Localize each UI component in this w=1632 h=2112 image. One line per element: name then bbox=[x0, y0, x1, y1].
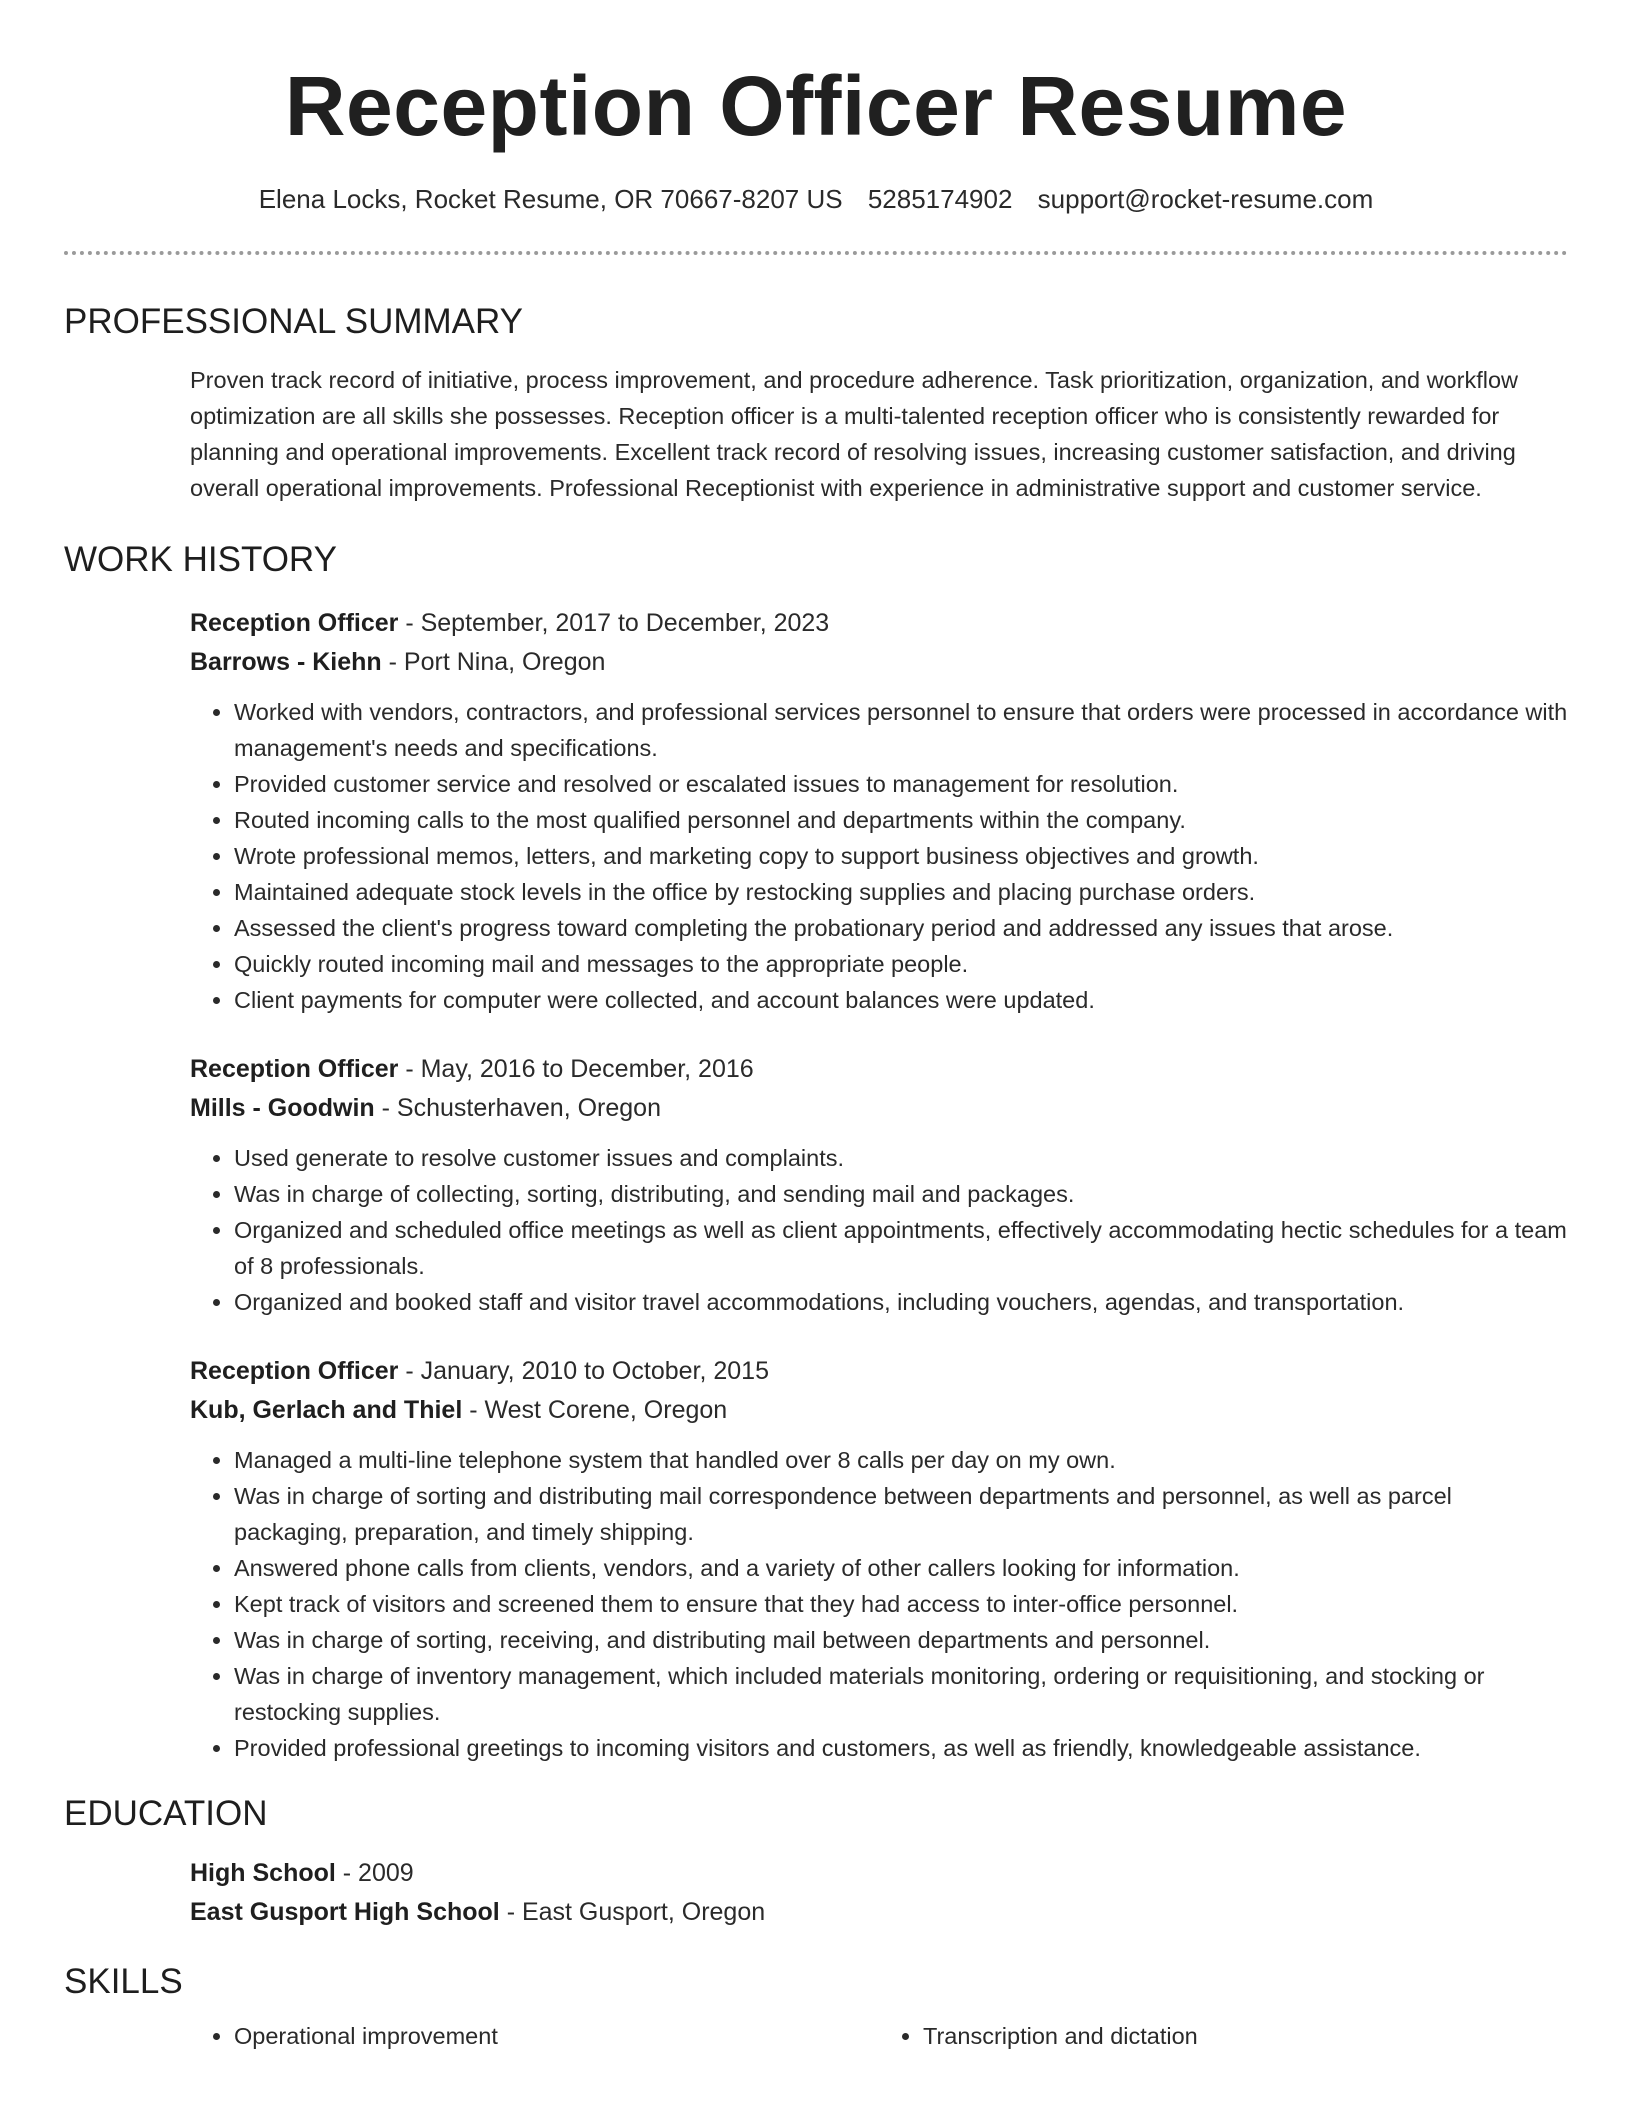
work-history-heading: WORK HISTORY bbox=[64, 540, 337, 579]
skills-right-column bbox=[879, 2018, 1568, 2054]
job-dates: - September, 2017 to December, 2023 bbox=[398, 609, 830, 637]
job-bullet: • Wrote professional memos, letters, and marketing copy to support business objectives and growth. bbox=[234, 838, 1568, 874]
job-bullet: • Worked with vendors, contractors, and professional services personnel to ensure that orders were processed in accordance with management's needs and specifications. bbox=[234, 694, 1568, 766]
work-history-section bbox=[64, 538, 1568, 1766]
job-bullet: • Provided professional greetings to incoming visitors and customers, as well as friendly, knowledgeable assistance. bbox=[234, 1730, 1568, 1766]
education-year: - 2009 bbox=[335, 1859, 414, 1887]
job-entry bbox=[190, 1050, 1568, 1320]
summary-heading: PROFESSIONAL SUMMARY bbox=[64, 302, 523, 341]
job-company: Mills - Goodwin bbox=[190, 1094, 375, 1122]
job-bullets bbox=[190, 1140, 1568, 1320]
contact-address: Elena Locks, Rocket Resume, OR 70667-8207 US bbox=[258, 184, 843, 214]
job-bullet: • Routed incoming calls to the most qualified personnel and departments within the company. bbox=[234, 802, 1568, 838]
job-bullet: • Used generate to resolve customer issues and complaints. bbox=[234, 1140, 1568, 1176]
job-bullet: • Was in charge of inventory management, which included materials monitoring, ordering or requisitioning, and stocking or restocking supplies. bbox=[234, 1658, 1568, 1730]
resume-page bbox=[64, 0, 1568, 2054]
job-entry bbox=[190, 1352, 1568, 1766]
contact-email[interactable]: support@rocket-resume.com bbox=[1037, 184, 1374, 214]
job-bullet: • Organized and booked staff and visitor travel accommodations, including vouchers, agendas, and transportation. bbox=[234, 1284, 1568, 1320]
education-degree-line bbox=[190, 1854, 1568, 1893]
job-bullet: • Quickly routed incoming mail and messages to the appropriate people. bbox=[234, 946, 1568, 982]
job-title: Reception Officer bbox=[190, 1357, 399, 1385]
job-bullet: • Client payments for computer were collected, and account balances were updated. bbox=[234, 982, 1568, 1018]
job-bullet: • Was in charge of sorting, receiving, and distributing mail between departments and personnel. bbox=[234, 1622, 1568, 1658]
skills-section bbox=[64, 1960, 1568, 2054]
job-bullet: • Organized and scheduled office meetings as well as client appointments, effectively accommodating hectic schedules for a team of 8 professionals. bbox=[234, 1212, 1568, 1284]
job-title: Reception Officer bbox=[190, 1055, 399, 1083]
job-bullet: • Answered phone calls from clients, vendors, and a variety of other callers looking for information. bbox=[234, 1550, 1568, 1586]
education-location: - East Gusport, Oregon bbox=[499, 1898, 766, 1926]
education-school: East Gusport High School bbox=[190, 1898, 500, 1926]
job-location: - Port Nina, Oregon bbox=[381, 648, 606, 676]
contact-phone[interactable]: 5285174902 bbox=[867, 184, 1013, 214]
job-bullet: • Assessed the client's progress toward completing the probationary period and addressed any issues that arose. bbox=[234, 910, 1568, 946]
resume-title: Reception Officer Resume bbox=[284, 59, 1348, 153]
job-dates: - January, 2010 to October, 2015 bbox=[398, 1357, 769, 1385]
job-location: - West Corene, Oregon bbox=[462, 1396, 728, 1424]
job-company-line bbox=[190, 643, 1568, 682]
job-company: Barrows - Kiehn bbox=[190, 648, 382, 676]
job-bullets bbox=[190, 694, 1568, 1018]
job-company-line bbox=[190, 1089, 1568, 1128]
job-title-line bbox=[190, 1352, 1568, 1391]
contact-line bbox=[64, 182, 1568, 216]
education-heading: EDUCATION bbox=[64, 1794, 268, 1833]
job-bullet: • Was in charge of sorting and distributing mail correspondence between departments and personnel, as well as parcel packaging, preparation, and timely shipping. bbox=[234, 1478, 1568, 1550]
education-section bbox=[64, 1792, 1568, 1932]
job-bullet: • Was in charge of collecting, sorting, distributing, and sending mail and packages. bbox=[234, 1176, 1568, 1212]
job-bullets bbox=[190, 1442, 1568, 1766]
job-bullet: • Kept track of visitors and screened them to ensure that they had access to inter-office personnel. bbox=[234, 1586, 1568, 1622]
education-degree: High School bbox=[190, 1859, 336, 1887]
job-title-line bbox=[190, 604, 1568, 643]
job-title: Reception Officer bbox=[190, 609, 399, 637]
header-divider bbox=[64, 251, 1568, 255]
job-bullet: • Maintained adequate stock levels in the office by restocking supplies and placing purchase orders. bbox=[234, 874, 1568, 910]
job-dates: - May, 2016 to December, 2016 bbox=[398, 1055, 754, 1083]
job-title-line bbox=[190, 1050, 1568, 1089]
summary-text: Proven track record of initiative, process improvement, and procedure adherence. Task prioritization, organization, and workflow optimization are all skills she possesses. Reception officer is a multi-talented reception officer who is consistently rewarded for planning and operational improvements. Excellent track record of resolving issues, increasing customer satisfaction, and driving overall operational improvements. Professional Receptionist with experience in administrative support and customer service. bbox=[190, 367, 1518, 501]
job-bullet: • Managed a multi-line telephone system that handled over 8 calls per day on my own. bbox=[234, 1442, 1568, 1478]
skills-heading: SKILLS bbox=[64, 1962, 183, 2001]
job-company-line bbox=[190, 1391, 1568, 1430]
job-location: - Schusterhaven, Oregon bbox=[374, 1094, 661, 1122]
skills-grid bbox=[190, 2018, 1568, 2054]
skill-item: • Transcription and dictation bbox=[923, 2018, 1568, 2054]
skill-item: • Operational improvement bbox=[234, 2018, 879, 2054]
job-company: Kub, Gerlach and Thiel bbox=[190, 1396, 463, 1424]
education-school-line bbox=[190, 1893, 1568, 1932]
job-entry bbox=[190, 604, 1568, 1018]
skills-left-column bbox=[190, 2018, 879, 2054]
job-bullet: • Provided customer service and resolved or escalated issues to management for resolution. bbox=[234, 766, 1568, 802]
summary-section bbox=[64, 300, 1568, 506]
